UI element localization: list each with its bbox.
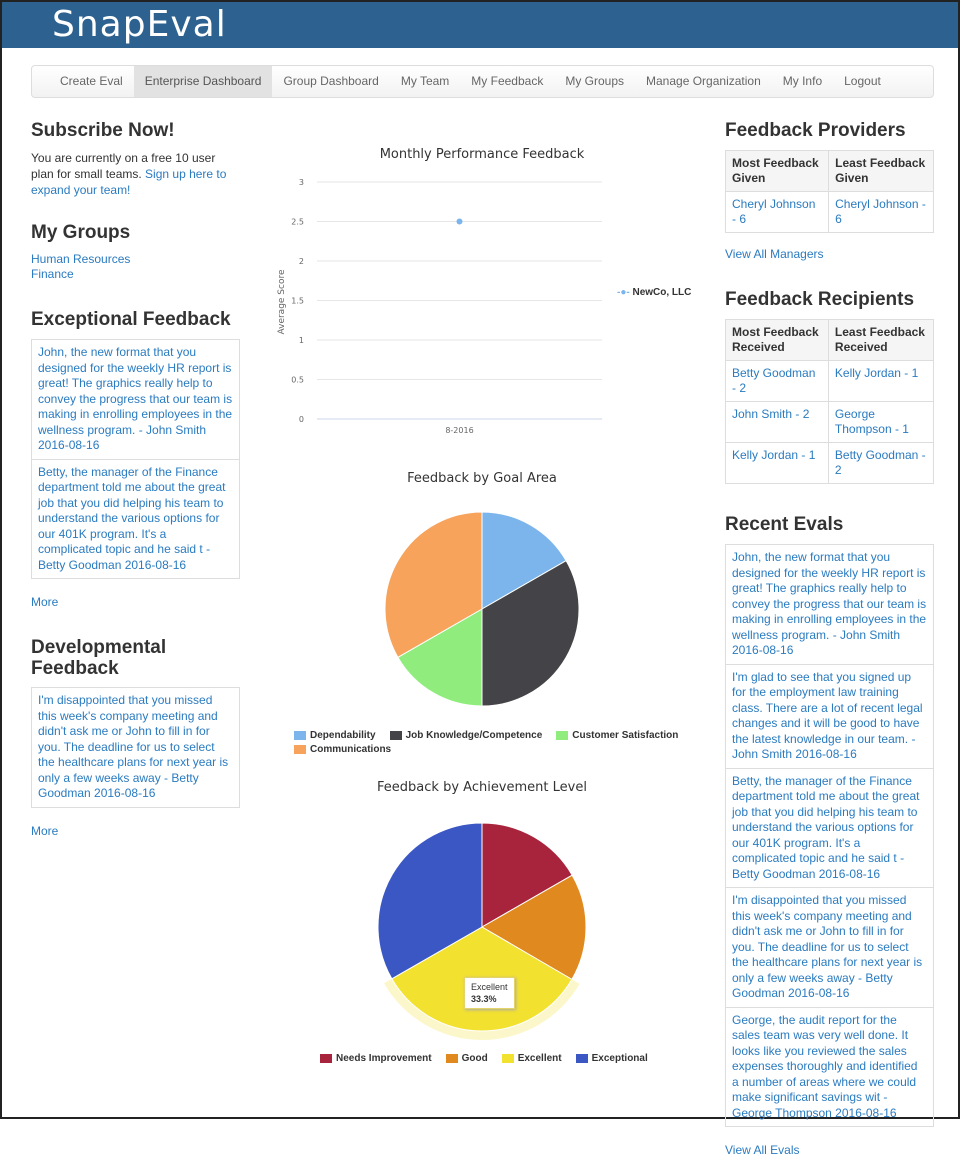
pie2-legend <box>320 1053 720 1064</box>
y-tick-label: 2 <box>298 257 304 266</box>
table-cell-link[interactable]: Kelly Jordan - 1 <box>726 443 829 484</box>
y-tick-label: 0.5 <box>291 375 304 385</box>
subscribe-title: Subscribe Now! <box>31 120 175 141</box>
exceptional-more-link[interactable]: More <box>31 595 59 609</box>
providers-table <box>725 150 934 233</box>
y-tick-label: 1.5 <box>291 296 304 306</box>
nav-manage-organization[interactable]: Manage Organization <box>646 74 761 88</box>
eval-item[interactable]: I'm glad to see that you signed up for the employment law training class. There are a lot of recent legal changes and it will be good to have the latest knowledge in our team. - John Smith 2016-08-16 <box>726 665 933 769</box>
column-header: Least Feedback Received <box>828 320 933 361</box>
column-header: Least Feedback Given <box>829 151 934 192</box>
pie1-title: Feedback by Goal Area <box>407 471 557 486</box>
table-cell-link[interactable]: Betty Goodman - 2 <box>828 443 933 484</box>
developmental-feedback-title: Developmental Feedback <box>31 637 167 679</box>
nav-create-eval[interactable]: Create Eval <box>60 74 123 88</box>
table-cell-link[interactable]: Cheryl Johnson - 6 <box>726 192 829 233</box>
exceptional-feedback-list <box>31 339 240 579</box>
developmental-more-link[interactable]: More <box>31 823 59 838</box>
pie2-title: Feedback by Achievement Level <box>377 780 587 795</box>
header-bar <box>2 2 958 48</box>
y-axis-label: Average Score <box>277 269 287 335</box>
nav-my-feedback[interactable]: My Feedback <box>471 74 544 88</box>
view-all-managers-link[interactable]: View All Managers <box>725 247 824 261</box>
pie1-legend <box>294 730 694 755</box>
table-cell-link[interactable]: Cheryl Johnson - 6 <box>829 192 934 233</box>
table-row <box>726 192 934 233</box>
subscribe-text: You are currently on a free 10 user plan for small teams. <box>31 151 216 181</box>
table-row <box>726 402 934 443</box>
line-legend-item[interactable]: -●- NewCo, LLC <box>617 287 692 298</box>
y-tick-label: 2.5 <box>291 217 304 227</box>
legend-item[interactable]: Exceptional <box>576 1053 648 1064</box>
table-cell-link[interactable]: John Smith - 2 <box>726 402 829 443</box>
legend-item[interactable]: Needs Improvement <box>320 1053 432 1064</box>
feedback-item[interactable]: John, the new format that you designed for the weekly HR report is great! The graphics really help to convey the progress that our team is making in enrolling employees in the wellness program. - John Smith 2016-08-16 <box>32 340 239 460</box>
legend-item[interactable]: Dependability <box>294 730 376 741</box>
legend-item[interactable]: Job Knowledge/Competence <box>390 730 543 741</box>
nav-enterprise-dashboard[interactable]: Enterprise Dashboard <box>134 66 273 97</box>
feedback-item[interactable]: I'm disappointed that you missed this week's company meeting and didn't ask me or John to fill in for you. The deadline for us to select the healthcare plans for next year is only a few weeks away - Betty Goodman 2016-08-16 <box>38 693 229 800</box>
table-cell-link[interactable]: George Thompson - 1 <box>828 402 933 443</box>
eval-item[interactable]: George, the audit report for the sales team was very well done. It looks like you reviewed the sales expenses thoroughly and identified a number of areas where we could make significant savings wit - George Thompson 2016-08-16 <box>732 1012 918 1120</box>
legend-item[interactable]: Communications <box>294 744 391 755</box>
left-column <box>31 120 240 838</box>
feedback-item[interactable]: Betty, the manager of the Finance department told me about the great job that you did helping his team to understand the various options for our 401K program. It's a complicated topic and he said t - Betty Goodman 2016-08-16 <box>38 464 226 572</box>
line-chart-title: Monthly Performance Feedback <box>379 147 585 162</box>
developmental-feedback-list <box>31 687 240 808</box>
nav-my-groups[interactable]: My Groups <box>565 74 625 88</box>
pie-tooltip: Excellent 33.3% <box>464 977 515 1009</box>
table-cell-link[interactable]: Kelly Jordan - 1 <box>828 361 933 402</box>
legend-item[interactable]: Good <box>446 1053 488 1064</box>
legend-item[interactable]: Excellent <box>502 1053 562 1064</box>
nav-group-dashboard[interactable]: Group Dashboard <box>283 74 379 88</box>
logo[interactable]: SnapEval <box>52 4 227 45</box>
nav-my-info[interactable]: My Info <box>782 74 823 88</box>
subscribe-link[interactable]: Sign up here to expand your team! <box>31 167 227 197</box>
right-column <box>725 120 934 1157</box>
legend-label: NewCo, LLC <box>632 287 692 298</box>
y-tick-label: 1 <box>298 336 304 345</box>
y-tick-label: 3 <box>298 178 304 187</box>
column-header: Most Feedback Received <box>726 320 829 361</box>
main-nav <box>31 65 934 98</box>
group-link[interactable]: Finance <box>31 267 74 281</box>
recipients-table <box>725 319 934 484</box>
table-row <box>726 361 934 402</box>
eval-item[interactable]: Betty, the manager of the Finance department told me about the great job that you did helping his team to understand the various options for our 401K program. It's a complicated topic and he said t - Betty Goodman 2016-08-16 <box>726 769 933 889</box>
recent-evals-title: Recent Evals <box>725 514 844 535</box>
data-point <box>457 219 463 225</box>
goal-area-pie <box>382 512 582 712</box>
nav-my-team[interactable]: My Team <box>400 74 450 88</box>
eval-item[interactable]: I'm disappointed that you missed this week's company meeting and didn't ask me or John to fill in for you. The deadline for us to select the healthcare plans for next year is only a few weeks away - Betty Goodman 2016-08-16 <box>726 888 933 1008</box>
recent-evals-list <box>725 544 934 1127</box>
y-tick-label: 0 <box>298 415 304 424</box>
x-tick-label: 8-2016 <box>445 426 474 435</box>
view-all-evals-link[interactable]: View All Evals <box>725 1143 800 1157</box>
nav-logout[interactable]: Logout <box>844 74 881 88</box>
table-row <box>726 443 934 484</box>
line-chart <box>262 167 702 442</box>
recipients-title: Feedback Recipients <box>725 289 915 310</box>
eval-item[interactable]: John, the new format that you designed for the weekly HR report is great! The graphics really help to convey the progress that our team is making in enrolling employees in the wellness program. - John Smith 2016-08-16 <box>726 545 933 665</box>
my-groups-title: My Groups <box>31 222 131 243</box>
column-header: Most Feedback Given <box>726 151 829 192</box>
group-link[interactable]: Human Resources <box>31 252 131 266</box>
table-cell-link[interactable]: Betty Goodman - 2 <box>726 361 829 402</box>
providers-title: Feedback Providers <box>725 120 906 141</box>
exceptional-feedback-title: Exceptional Feedback <box>31 309 231 330</box>
legend-item[interactable]: Customer Satisfaction <box>556 730 678 741</box>
